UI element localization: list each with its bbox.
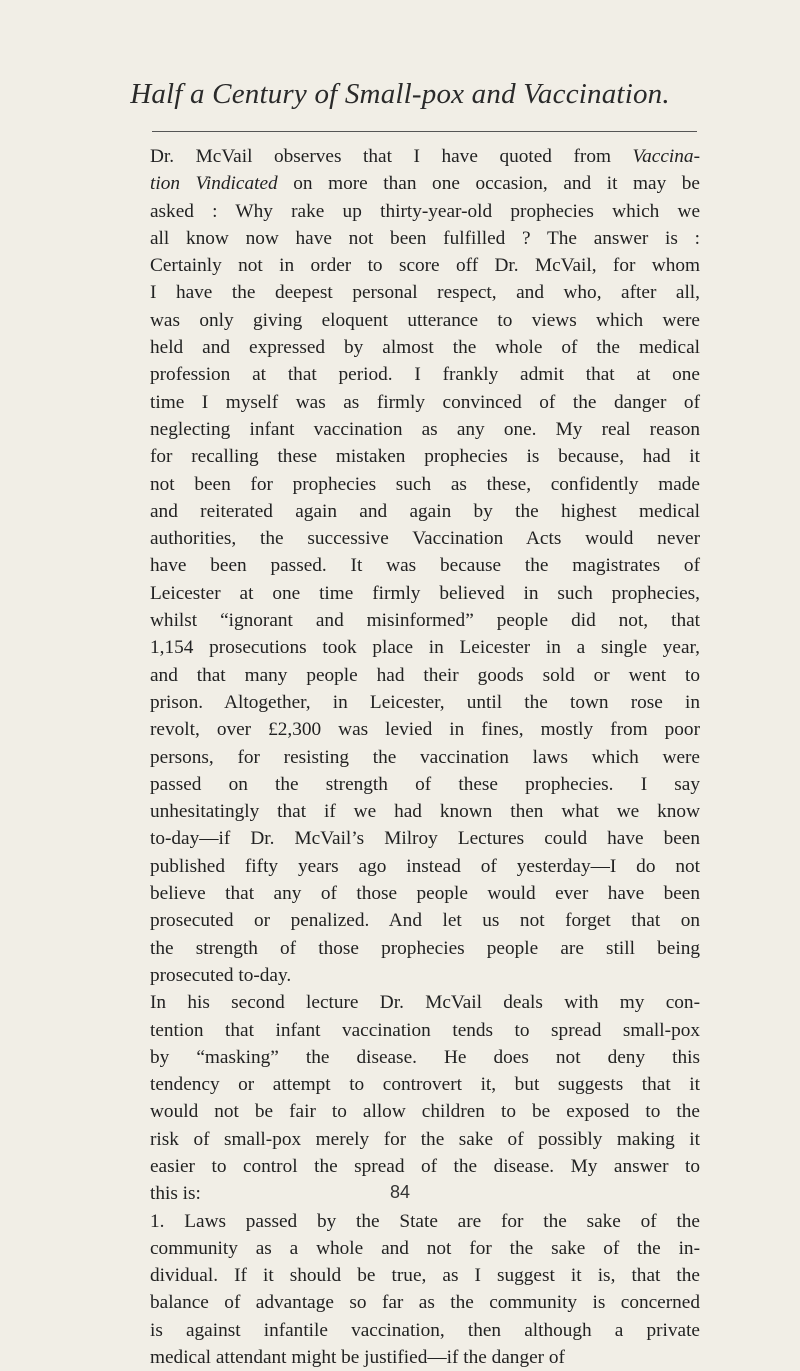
text-line — [150, 880, 700, 907]
text-line — [150, 853, 700, 880]
book-title-italic: Vaccina- — [632, 146, 700, 167]
text-line — [150, 580, 700, 607]
text-run: for recalling these mistaken prophecies is because, had it — [150, 446, 700, 468]
text-line — [150, 1071, 700, 1098]
text-line — [150, 935, 700, 962]
text-run: Leicester at one time firmly believed in such prophecies, — [150, 582, 700, 604]
text-run: medical attendant might be justified—if the danger of — [150, 1347, 565, 1369]
text-line — [150, 607, 700, 634]
text-run: to-day—if Dr. McVail’s Milroy Lectures could have been — [150, 828, 700, 850]
text-line — [150, 1235, 700, 1262]
text-run: balance of advantage so far as the community is concerned — [150, 1292, 700, 1314]
header-rule — [152, 131, 697, 132]
text-run: passed on the strength of these prophecies. I say — [150, 773, 700, 795]
text-run: I have the deepest personal respect, and who, after all, — [150, 282, 700, 304]
text-run: 1. Laws passed by the State are for the sake of the — [150, 1210, 700, 1232]
text-line — [150, 525, 700, 552]
text-line — [150, 1044, 700, 1071]
text-line — [150, 443, 700, 470]
text-line — [150, 1289, 700, 1316]
text-line — [150, 689, 700, 716]
text-line — [150, 170, 700, 197]
text-run: persons, for resisting the vaccination laws which were — [150, 746, 700, 768]
text-line — [150, 1153, 700, 1180]
text-line — [150, 552, 700, 579]
text-run: would not be fair to allow children to be exposed to the — [150, 1101, 700, 1123]
text-line — [150, 1262, 700, 1289]
text-run: time I myself was as firmly convinced of the danger of — [150, 391, 700, 413]
text-run: this is: — [150, 1183, 201, 1205]
text-run: risk of small-pox merely for the sake of possibly making it — [150, 1128, 700, 1150]
text-line — [150, 1344, 700, 1371]
text-line — [150, 662, 700, 689]
text-line — [150, 744, 700, 771]
text-run: all know now have not been fulfilled ? The answer is : — [150, 227, 700, 249]
text-line — [150, 1317, 700, 1344]
text-run: whilst “ignorant and misinformed” people did not, that — [150, 610, 700, 632]
text-run: is against infantile vaccination, then although a private — [150, 1319, 700, 1341]
text-line — [150, 307, 700, 334]
text-run: Dr. McVail observes that I have quoted from — [150, 146, 633, 167]
text-run: prosecuted to-day. — [150, 964, 292, 986]
text-run: unhesitatingly that if we had known then what we know — [150, 801, 700, 823]
text-line — [150, 907, 700, 934]
text-run: published fifty years ago instead of yesterday—I do not — [150, 855, 700, 877]
text-run: held and expressed by almost the whole of the medical — [150, 337, 700, 359]
text-run: not been for prophecies such as these, confidently made — [150, 473, 700, 495]
text-run: prosecuted or penalized. And let us not forget that on — [150, 910, 700, 932]
text-run: In his second lecture Dr. McVail deals with my con- — [150, 992, 700, 1014]
text-run: the strength of those prophecies people are still being — [150, 937, 700, 959]
text-line — [150, 634, 700, 661]
text-run: and that many people had their goods sold or went to — [150, 664, 700, 686]
text-line — [150, 471, 700, 498]
text-run: easier to control the spread of the disease. My answer to — [150, 1155, 700, 1177]
text-line — [150, 279, 700, 306]
text-run: dividual. If it should be true, as I suggest it is, that the — [150, 1265, 700, 1287]
text-line — [150, 225, 700, 252]
running-title: Half a Century of Small-pox and Vaccination. — [130, 78, 670, 110]
text-run: have been passed. It was because the magistrates of — [150, 555, 700, 577]
text-line — [150, 498, 700, 525]
text-line — [150, 798, 700, 825]
text-run: community as a whole and not for the sake of the in- — [150, 1237, 700, 1259]
text-run: revolt, over £2,300 was levied in fines, mostly from poor — [150, 719, 700, 741]
text-line — [150, 1208, 700, 1235]
text-run: tendency or attempt to controvert it, but suggests that it — [150, 1074, 700, 1096]
text-run: was only giving eloquent utterance to views which were — [150, 309, 700, 331]
text-line — [150, 1017, 700, 1044]
text-line — [150, 361, 700, 388]
text-line — [150, 771, 700, 798]
text-line — [150, 198, 700, 225]
text-run: prison. Altogether, in Leicester, until the town rose in — [150, 691, 700, 713]
text-line — [150, 143, 700, 170]
text-run: tention that infant vaccination tends to spread small-pox — [150, 1019, 700, 1041]
page-number: 84 — [389, 1182, 411, 1202]
text-run: Certainly not in order to score off Dr. McVail, for whom — [150, 255, 700, 277]
text-line — [150, 389, 700, 416]
text-run: neglecting infant vaccination as any one. My real reason — [150, 418, 700, 440]
text-line — [150, 825, 700, 852]
text-line — [150, 989, 700, 1016]
text-line — [150, 1098, 700, 1125]
text-line — [150, 334, 700, 361]
text-line — [150, 416, 700, 443]
text-run: asked : Why rake up thirty-year-old prophecies which we — [150, 200, 700, 222]
text-line — [150, 1126, 700, 1153]
text-run: by “masking” the disease. He does not deny this — [150, 1046, 700, 1068]
text-line — [150, 962, 700, 989]
book-title-italic: tion Vindicated — [150, 173, 278, 195]
text-run: on more than one occasion, and it may be — [277, 173, 700, 195]
text-run: authorities, the successive Vaccination Acts would never — [150, 528, 700, 550]
text-run: profession at that period. I frankly admit that at one — [150, 364, 700, 386]
text-run: believe that any of those people would ever have been — [150, 883, 700, 905]
text-run: 1,154 prosecutions took place in Leicester in a single year, — [150, 637, 700, 659]
text-line — [150, 716, 700, 743]
text-run: and reiterated again and again by the highest medical — [150, 500, 700, 522]
text-line — [150, 252, 700, 279]
